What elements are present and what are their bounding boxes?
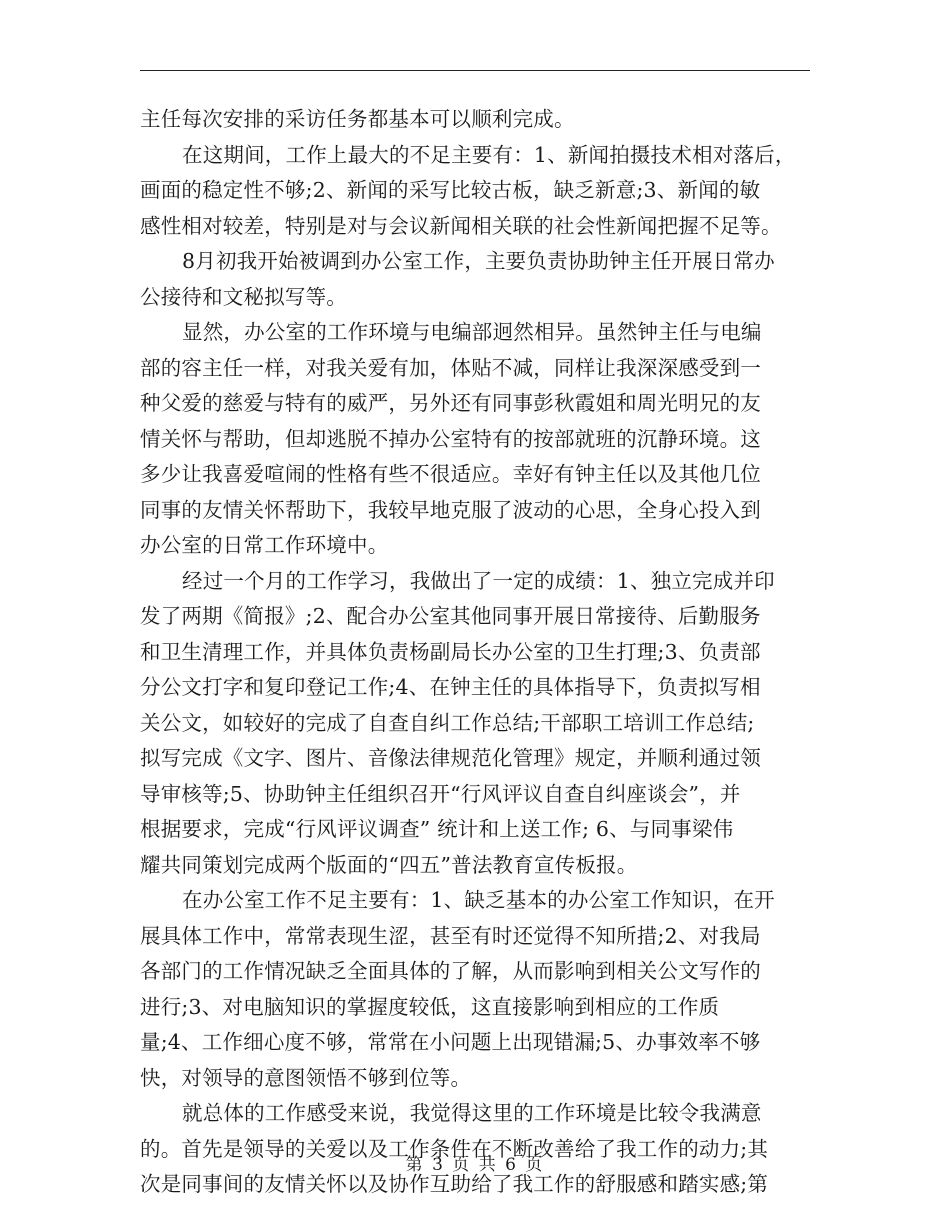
text-line: 同事的友情关怀帮助下，我较早地克服了波动的心思，全身心投入到 <box>140 497 761 522</box>
text-line: 经过一个月的工作学习，我做出了一定的成绩：1、独立完成并印 <box>182 568 775 593</box>
text-line: 展具体工作中，常常表现生涩，甚至有时还觉得不知所措;2、对我局 <box>140 923 761 948</box>
text-line: 和卫生清理工作，并具体负责杨副局长办公室的卫生打理;3、负责部 <box>140 639 761 664</box>
text-line: 8月初我开始被调到办公室工作，主要负责协助钟主任开展日常办 <box>182 249 775 273</box>
text-line: 快，对领导的意图领悟不够到位等。 <box>140 1065 472 1090</box>
text-line: 关公文，如较好的完成了自查自纠工作总结;干部职工培训工作总结; <box>140 710 755 735</box>
text-line: 种父爱的慈爱与特有的威严，另外还有同事彭秋霞姐和周光明兄的友 <box>140 391 761 415</box>
text-line: 根据要求，完成“行风评议调查” 统计和上送工作; 6、与同事梁伟 <box>140 817 734 841</box>
body-text <box>140 102 810 1203</box>
text-line: 办公室的日常工作环境中。 <box>140 533 389 557</box>
text-line: 部的容主任一样，对我关爱有加，体贴不减，同样让我深深感受到一 <box>140 355 761 380</box>
text-line: 情关怀与帮助，但却逃脱不掉办公室特有的按部就班的沉静环境。这 <box>140 426 761 451</box>
header-rule <box>140 70 810 71</box>
text-line: 在办公室工作不足主要有：1、缺乏基本的办公室工作知识，在开 <box>182 888 775 912</box>
text-line: 公接待和文秘拟写等。 <box>140 284 347 309</box>
text-line: 次是同事间的友情关怀以及协作互助给了我工作的舒服感和踏实感;第 <box>140 1172 769 1196</box>
text-line: 量;4、工作细心度不够，常常在小问题上出现错漏;5、办事效率不够 <box>140 1030 761 1054</box>
text-line: 画面的稳定性不够;2、新闻的采写比较古板，缺乏新意;3、新闻的敏 <box>140 178 761 202</box>
text-line: 耀共同策划完成两个版面的“四五”普法教育宣传板报。 <box>140 852 638 877</box>
text-line: 导审核等;5、协助钟主任组织召开“行风评议自查自纠座谈会”，并 <box>140 781 741 806</box>
text-line: 多少让我喜爱喧闹的性格有些不很适应。幸好有钟主任以及其他几位 <box>140 462 761 486</box>
text-line: 拟写完成《文字、图片、音像法律规范化管理》规定，并顺利通过领 <box>140 746 761 770</box>
text-line: 各部门的工作情况缺乏全面具体的了解，从而影响到相关公文写作的 <box>140 959 761 983</box>
text-line: 就总体的工作感受来说，我觉得这里的工作环境是比较令我满意 <box>182 1101 762 1125</box>
text-line: 在这期间，工作上最大的不足主要有：1、新闻拍摄技术相对落后， <box>182 142 796 167</box>
text-line: 发了两期《简报》;2、配合办公室其他同事开展日常接待、后勤服务 <box>140 604 761 628</box>
text-line: 显然，办公室的工作环境与电编部迥然相异。虽然钟主任与电编 <box>182 320 762 344</box>
text-line: 的。首先是领导的关爱以及工作条件在不断改善给了我工作的动力;其 <box>140 1136 769 1161</box>
text-line: 主任每次安排的采访任务都基本可以顺利完成。 <box>140 107 575 131</box>
page-footer: 第 3 页 共 6 页 <box>405 1155 545 1175</box>
text-line: 分公文打字和复印登记工作;4、在钟主任的具体指导下，负责拟写相 <box>140 675 761 699</box>
text-line: 感性相对较差，特别是对与会议新闻相关联的社会性新闻把握不足等。 <box>140 213 782 238</box>
text-line: 进行;3、对电脑知识的掌握度较低，这直接影响到相应的工作质 <box>140 994 720 1019</box>
